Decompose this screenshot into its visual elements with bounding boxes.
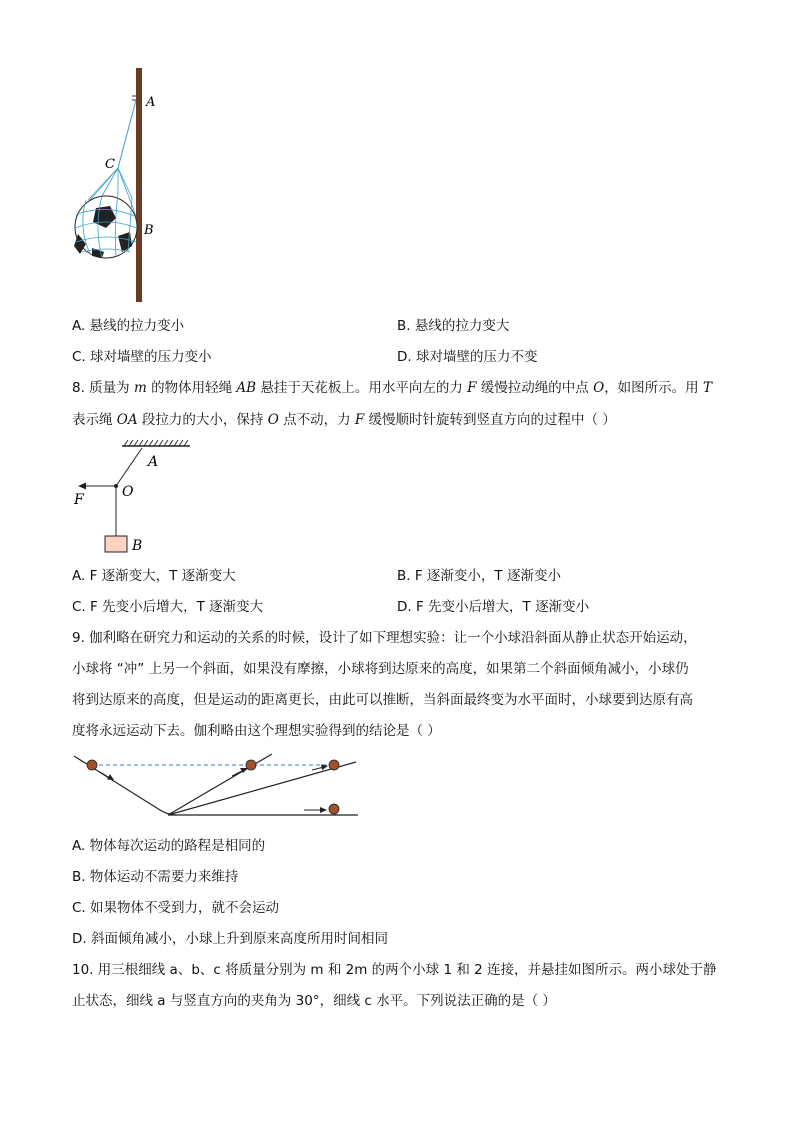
q8-option-a[interactable]: A. F 逐渐变大，T 逐渐变大 (72, 568, 236, 584)
q7-option-a[interactable]: A. 悬线的拉力变小 (72, 318, 185, 334)
q8-option-d[interactable]: D. F 先变小后增大，T 逐渐变小 (397, 599, 590, 615)
q8-option-c[interactable]: C. F 先变小后增大，T 逐渐变大 (72, 599, 264, 615)
label-F: F (74, 492, 84, 508)
q9-option-a[interactable]: A. 物体每次运动的路程是相同的 (72, 838, 266, 854)
label-A: A (148, 454, 159, 470)
wall (136, 68, 142, 302)
q9-stem-line-2: 小球将 “冲” 上另一个斜面，如果没有摩擦，小球将到达原来的高度，如果第二个斜面倾角减小，小球仍 (72, 661, 689, 677)
label-C: C (105, 157, 115, 172)
q9-option-d[interactable]: D. 斜面倾角减小，小球上升到原来高度所用时间相同 (72, 931, 388, 947)
q10-stem-line-1: 10. 用三根细线 a、b、c 将质量分别为 m 和 2m 的两个小球 1 和 2 连接，并悬挂如图所示。两小球处于静 (72, 962, 717, 978)
galileo-incline-figure (72, 752, 362, 822)
label-B: B (132, 538, 143, 554)
q9-stem-line-4: 度将永远运动下去。伽利略由这个理想实验得到的结论是（ ） (72, 723, 441, 739)
rope-force-figure (72, 438, 202, 558)
soccer-ball (74, 194, 137, 258)
rope-OA (116, 448, 142, 486)
balls (87, 760, 339, 814)
q9-option-c[interactable]: C. 如果物体不受到力，就不会运动 (72, 900, 280, 916)
q7-option-d[interactable]: D. 球对墙壁的压力不变 (397, 349, 538, 365)
label-B: B (144, 223, 154, 238)
q9-option-b[interactable]: B. 物体运动不需要力来维持 (72, 869, 239, 885)
gentle-incline (168, 762, 356, 815)
point-O (114, 484, 118, 488)
q8-stem-line-2: 表示绳 OA 段拉力的大小，保持 O 点不动，力 F 缓慢顺时针旋转到竖直方向的过程中（ ） (72, 412, 616, 428)
suspension-line (118, 100, 136, 168)
q10-stem-line-2: 止状态，细线 a 与竖直方向的夹角为 30°，细线 c 水平。下列说法正确的是（ ） (72, 993, 556, 1009)
q7-option-b[interactable]: B. 悬线的拉力变大 (397, 318, 510, 334)
steep-incline (168, 754, 272, 815)
q9-stem-line-3: 将到达原来的高度，但是运动的距离更长，由此可以推断，当斜面最终变为水平面时，小球要到达原有高 (72, 692, 693, 708)
q7-option-c[interactable]: C. 球对墙壁的压力变小 (72, 349, 212, 365)
wall-ball-figure (66, 66, 166, 304)
q9-stem-line-1: 9. 伽利略在研究力和运动的关系的时候，设计了如下理想实验：让一个小球沿斜面从静止状态开始运动， (72, 630, 697, 646)
q8-stem-line-1: 8. 质量为 m 的物体用轻绳 AB 悬挂于天花板上。用水平向左的力 F 缓慢拉动绳的中点 O，如图所示。用 T (72, 380, 712, 396)
label-A: A (146, 95, 156, 110)
q8-option-b[interactable]: B. F 逐渐变小，T 逐渐变小 (397, 568, 561, 584)
block-B (105, 536, 127, 552)
label-O: O (122, 484, 134, 500)
